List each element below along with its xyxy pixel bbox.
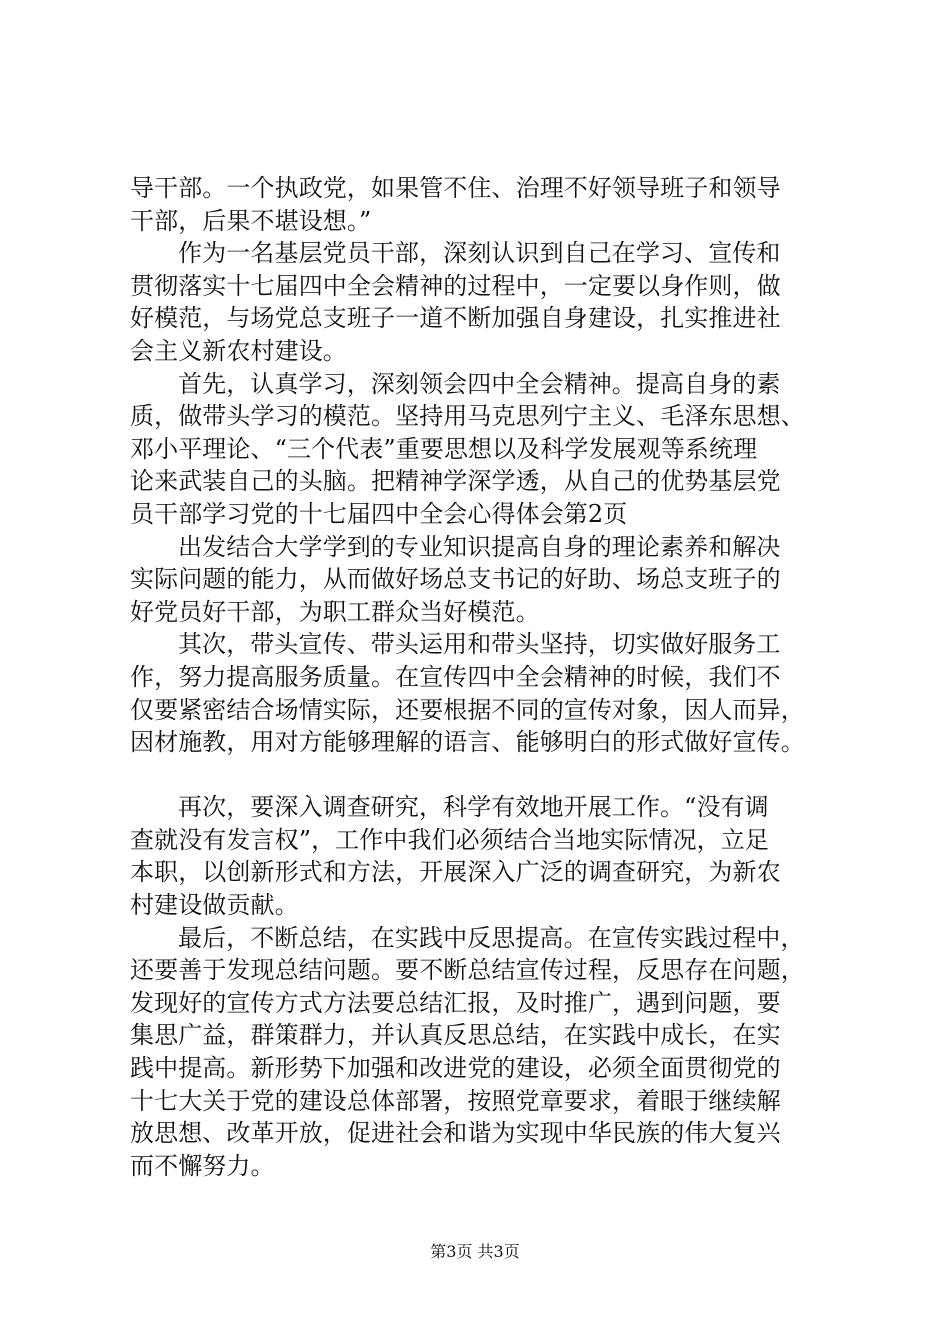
text-line: 贯彻落实十七届四中全会精神的过程中，一定要以身作则，做 [130,271,781,300]
text-line: 践中提高。新形势下加强和改进党的建设，必须全面贯彻党的 [130,1054,781,1083]
text-line: 质，做带头学习的模范。坚持用马克思列宁主义、毛泽东思想、 [130,402,805,431]
paragraph-start-line: 其次，带头宣传、带头运用和带头坚持，切实做好服务工 [178,630,781,659]
paragraph-start-line: 作为一名基层党员干部，深刻认识到自己在学习、宣传和 [178,239,781,268]
paragraph-start-line: 最后，不断总结，在实践中反思提高。在宣传实践过程中， [178,923,805,952]
paragraph-start-line: 出发结合大学学到的专业知识提高自身的理论素养和解决 [178,532,781,561]
text-line: 本职，以创新形式和方法，开展深入广泛的调查研究，为新农 [130,858,781,887]
text-line: 论来武装自己的头脑。把精神学深学透，从自己的优势基层党 [130,467,781,496]
paragraph-start-line: 首先，认真学习，深刻领会四中全会精神。提高自身的素 [178,369,781,398]
paragraph-gap [130,759,830,792]
text-line: 因材施教，用对方能够理解的语言、能够明白的形式做好宣传。 [130,728,805,757]
page-number: 第3页 共3页 [430,1242,520,1261]
text-line: 发现好的宣传方式方法要总结汇报，及时推广，遇到问题，要 [130,988,781,1017]
text-line: 邓小平理论、“三个代表”重要思想以及科学发展观等系统理 [130,434,758,463]
text-line: 实际问题的能力，从而做好场总支书记的好助、场总支班子的 [130,565,781,594]
text-line: 还要善于发现总结问题。要不断总结宣传过程，反思存在问题， [130,956,805,985]
text-line: 好模范，与场党总支班子一道不断加强自身建设，扎实推进社 [130,304,781,333]
text-line: 放思想、改革开放，促进社会和谐为实现中华民族的伟大复兴 [130,1119,781,1148]
page-footer [0,1242,950,1262]
text-line: 好党员好干部，为职工群众当好模范。 [130,597,540,626]
text-line: 集思广益，群策群力，并认真反思总结，在实践中成长，在实 [130,1021,781,1050]
text-line: 员干部学习党的十七届四中全会心得体会第2页 [130,499,628,528]
text-line: 仅要紧密结合场情实际，还要根据不同的宣传对象，因人而异， [130,695,805,724]
text-line: 而不懈努力。 [130,1151,275,1180]
text-line: 会主义新农村建设。 [130,336,347,365]
paragraph-start-line: 再次，要深入调查研究，科学有效地开展工作。“没有调 [178,793,769,822]
text-line: 查就没有发言权”，工作中我们必须结合当地实际情况，立足 [130,825,769,854]
document-body [130,172,830,1182]
text-line: 导干部。一个执政党，如果管不住、治理不好领导班子和领导 [130,174,781,202]
text-line: 村建设做贡献。 [130,891,299,920]
text-line: 十七大关于党的建设总体部署，按照党章要求，着眼于继续解 [130,1086,781,1115]
text-line: 作，努力提高服务质量。在宣传四中全会精神的时候，我们不 [130,662,781,691]
text-line: 干部，后果不堪设想。” [130,206,372,235]
